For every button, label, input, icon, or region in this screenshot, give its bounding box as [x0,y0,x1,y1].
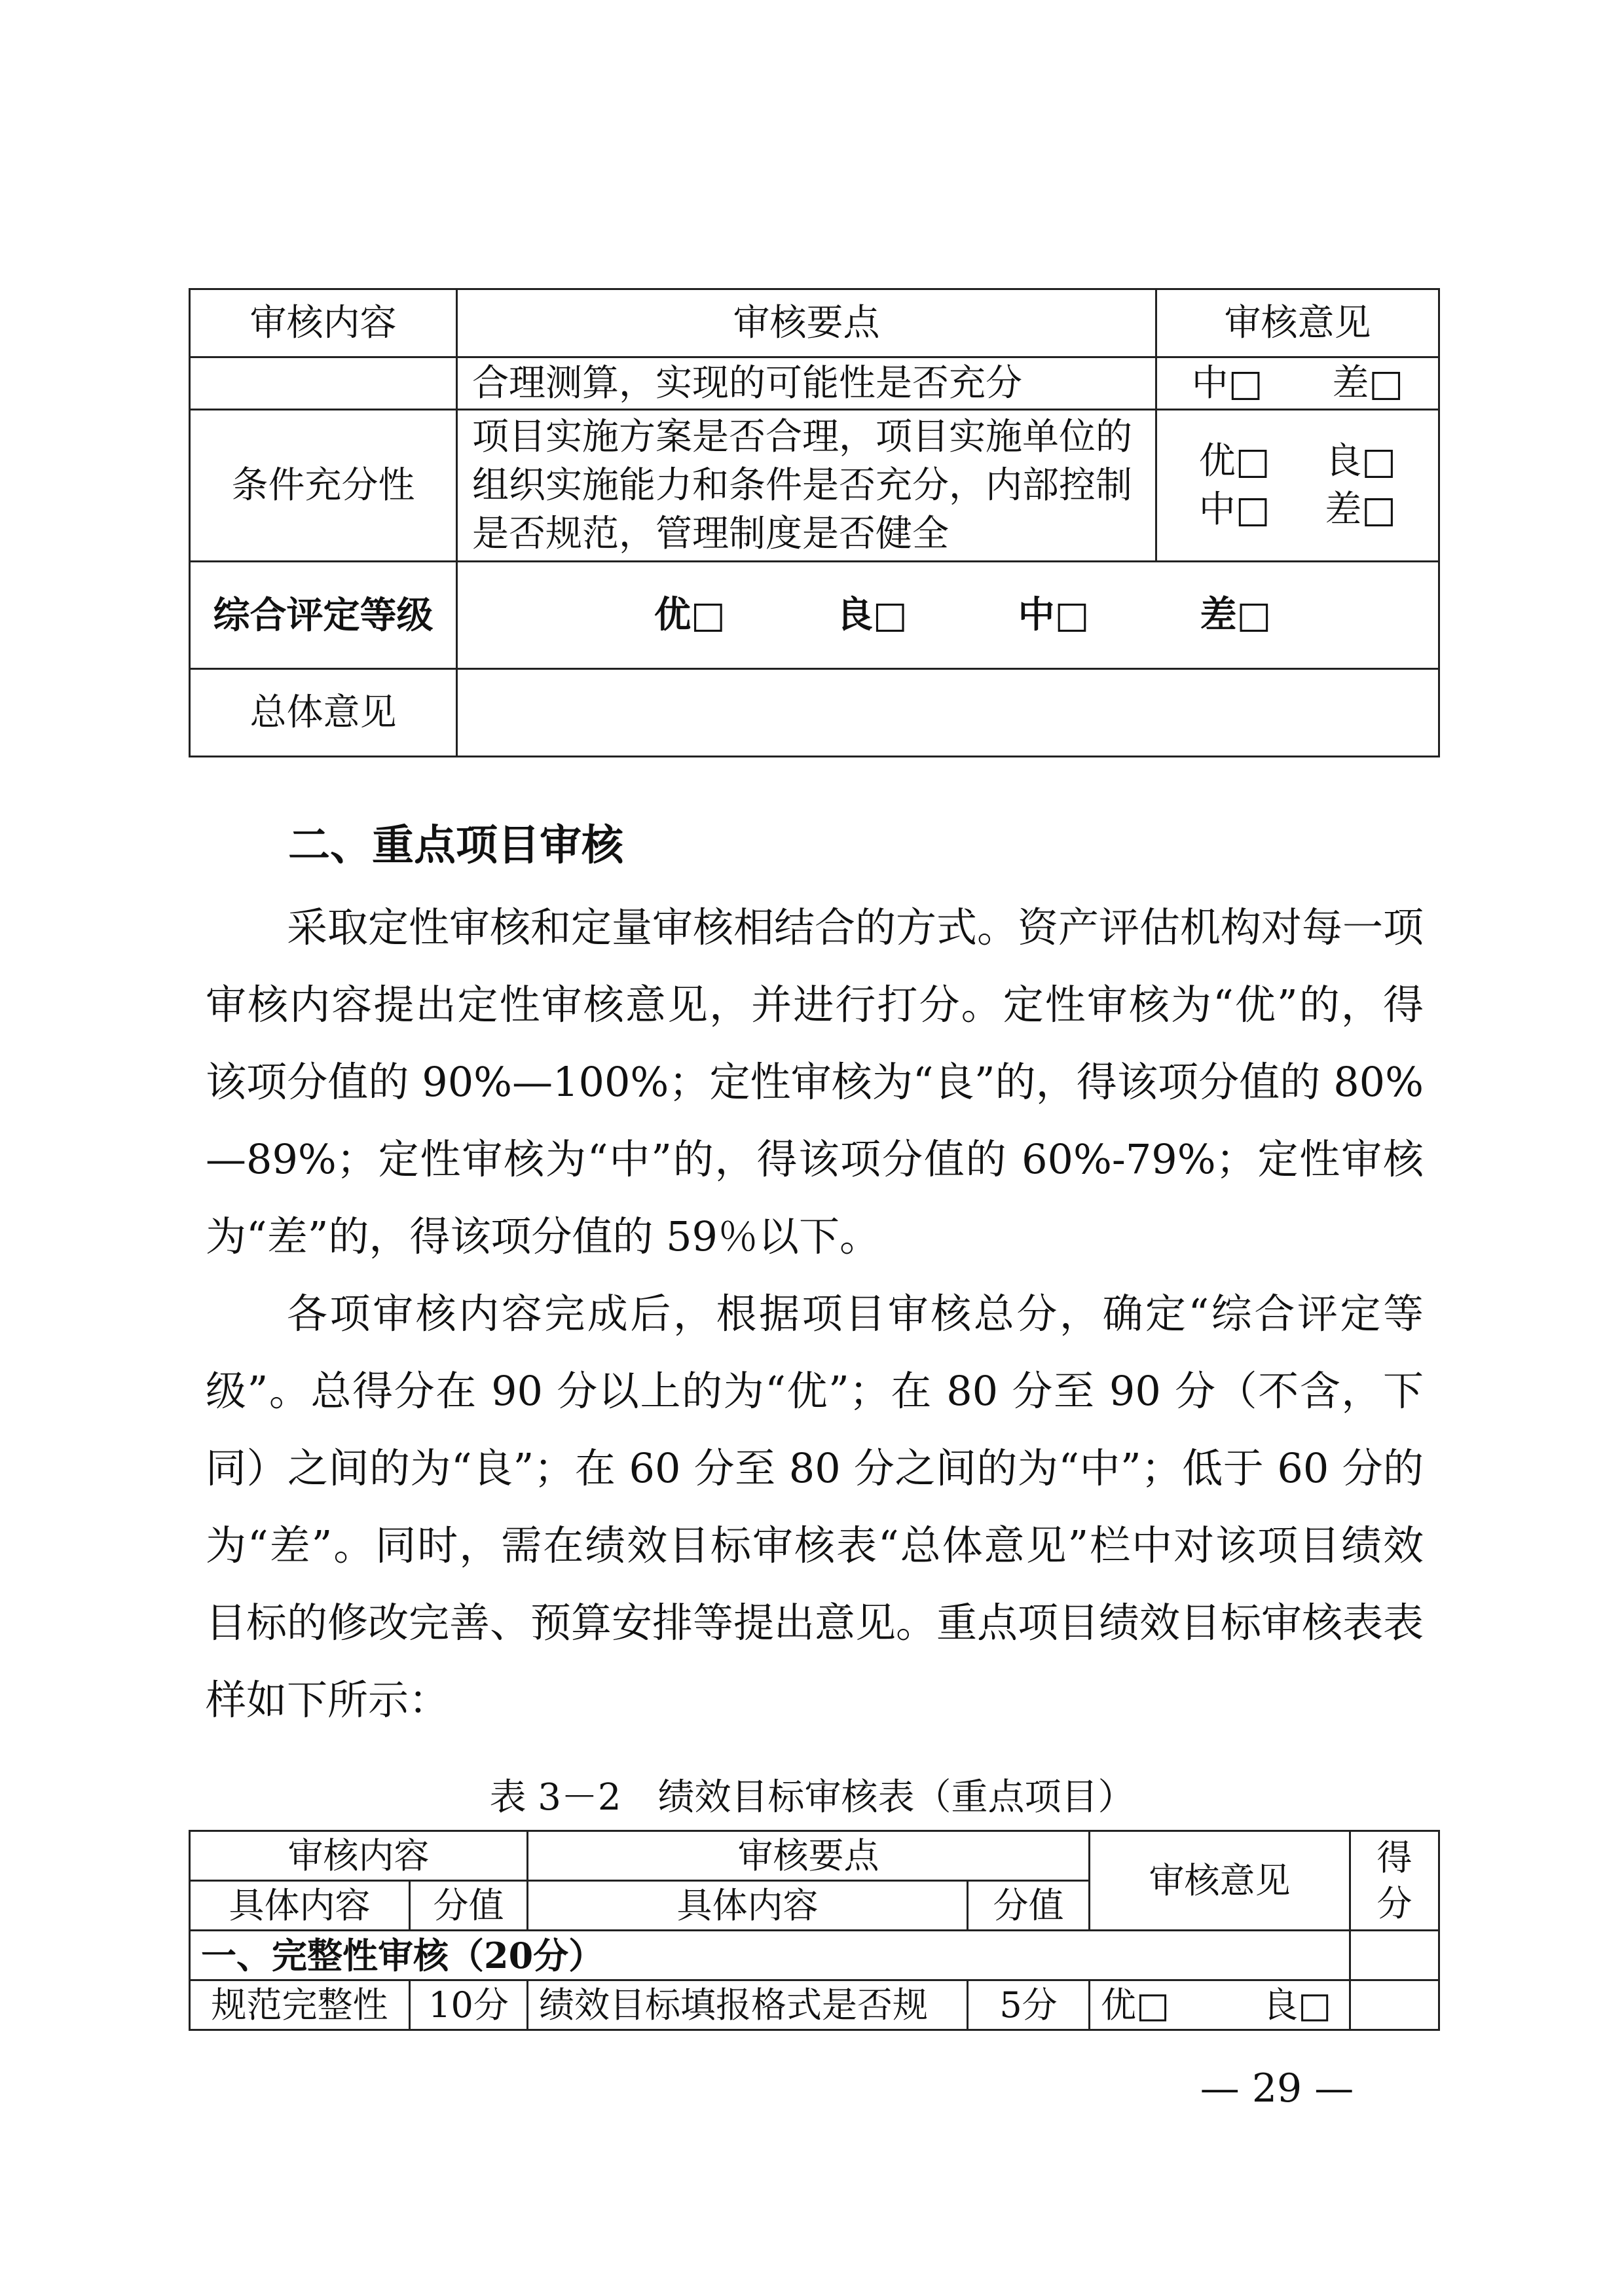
rating-good-checkbox[interactable]: 良□ [836,593,908,636]
paragraph-scoring-method: 采取定性审核和定量审核相结合的方式。资产评估机构对每一项审核内容提出定性审核意见，并进行打分。定性审核为“优”的，得该项分值的 90%—100%；定性审核为“良”的，得该项分值的 80%—89%；定性审核为“中”的，得该项分值的 60%-79%；定性审核为“差”的，得该项分值的 59％以下。 [206,903,1424,1260]
table-section-row [190,1931,1439,1980]
audit-table-general [189,288,1440,757]
subheader-specific-content: 具体内容 [190,1881,410,1931]
row-content-condition: 条件充分性 [190,410,457,562]
checkbox-excellent[interactable]: 优□ [1101,1984,1170,2026]
header-audit-points: 审核要点 [457,289,1156,357]
checkbox-good[interactable]: 良□ [1263,1984,1332,2026]
row-opinion [1156,357,1439,410]
subheader-specific-point: 具体内容 [528,1881,968,1931]
row-content-empty [190,357,457,410]
row-audit-point-condition: 项目实施方案是否合理，项目实施单位的组织实施能力和条件是否充分，内部控制是否规范，管理制度是否健全 [457,410,1156,562]
section-score-cell [1350,1931,1439,1980]
header-score: 得分 [1350,1831,1439,1931]
header-audit-opinion: 审核意见 [1090,1831,1350,1931]
checkbox-excellent[interactable]: 优□ [1198,439,1270,483]
header-audit-content: 审核内容 [190,1831,528,1881]
table-row-overall [190,669,1439,757]
header-audit-content: 审核内容 [190,289,457,357]
section-heading: 二、重点项目审核 [288,822,623,870]
table-row [190,1980,1439,2030]
subheader-point-value: 分值 [968,1881,1090,1931]
rating-label: 综合评定等级 [190,562,457,669]
paragraph-rating-levels: 各项审核内容完成后，根据项目审核总分，确定“综合评定等级”。总得分在 90 分以上的为“优”；在 80 分至 90 分（不含，下同）之间的为“良”；在 60 分至 80 分之间的为“中”；低于 60 分的为“差”。同时，需在绩效目标审核表“总体意见”栏中对该项目绩效目标的修改完善、预算安排等提出意见。重点项目绩效目标审核表表样如下所示： [206,1290,1424,1724]
page-number: — 29 — [1200,2066,1354,2111]
checkbox-poor[interactable]: 差□ [1325,488,1397,531]
header-audit-opinion: 审核意见 [1156,289,1439,357]
checkbox-poor[interactable]: 差□ [1332,361,1404,405]
table-header-row [190,1831,1439,1881]
checkbox-good[interactable]: 良□ [1325,439,1397,483]
checkbox-medium[interactable]: 中□ [1191,361,1263,405]
table-row-rating [190,562,1439,669]
row-audit-point: 绩效目标填报格式是否规 [528,1980,968,2030]
table-row [190,410,1439,562]
header-audit-points: 审核要点 [528,1831,1090,1881]
row-opinion [1090,1980,1350,2030]
overall-opinion-label: 总体意见 [190,669,457,757]
subheader-value: 分值 [410,1881,528,1931]
row-score[interactable] [1350,1980,1439,2030]
row-audit-point: 合理测算，实现的可能性是否充分 [457,357,1156,410]
row-opinion-condition [1156,410,1439,562]
row-content: 规范完整性 [190,1980,410,2030]
rating-options [457,562,1439,669]
rating-excellent-checkbox[interactable]: 优□ [654,593,726,636]
section-completeness: 一、完整性审核（20分） [190,1931,1350,1980]
row-point-value: 5分 [968,1980,1090,2030]
row-value: 10分 [410,1980,528,2030]
rating-medium-checkbox[interactable]: 中□ [1018,593,1090,636]
table-caption: 表 3－2 绩效目标审核表（重点项目） [489,1776,1135,1819]
audit-table-key-project [189,1830,1440,2031]
rating-poor-checkbox[interactable]: 差□ [1200,593,1272,636]
overall-opinion-field[interactable] [457,669,1439,757]
table-row [190,357,1439,410]
table-header-row [190,289,1439,357]
checkbox-medium[interactable]: 中□ [1198,488,1270,531]
